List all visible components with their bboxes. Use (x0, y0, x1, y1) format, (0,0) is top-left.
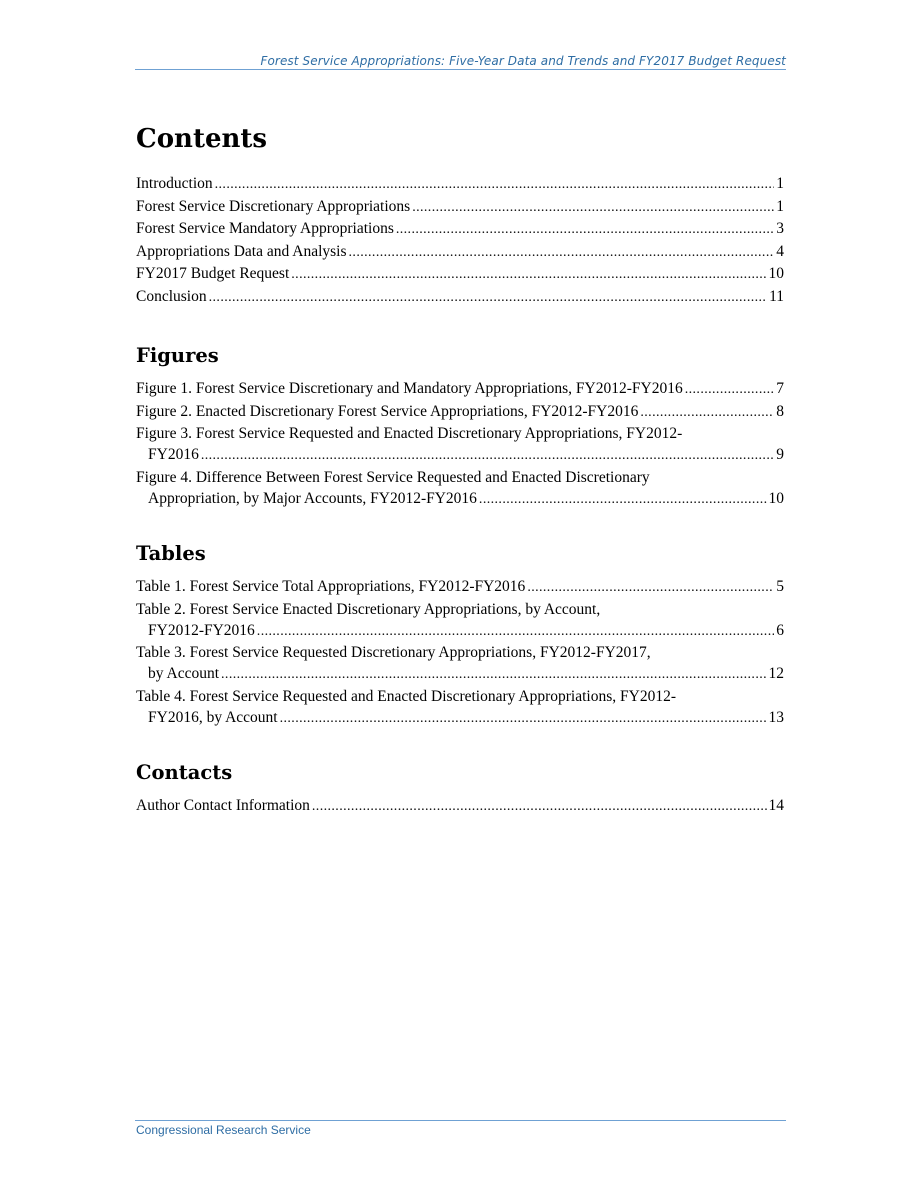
toc-page-number: 10 (768, 489, 784, 507)
contacts-title: Contacts (136, 761, 233, 784)
toc-entry-text-continued: FY2012-FY2016 (148, 621, 255, 639)
toc-entry-text: Table 1. Forest Service Total Appropriations, FY2012-FY2016 (136, 578, 526, 595)
contents-title: Contents (136, 124, 268, 154)
toc-page-number: 1 (776, 197, 784, 215)
toc-entry-text: Figure 2. Enacted Discretionary Forest Service Appropriations, FY2012-FY2016 (136, 402, 639, 420)
header-rule (135, 69, 786, 70)
toc-entry-text: Figure 1. Forest Service Discretionary and Mandatory Appropriations, FY2012-FY2016 (136, 380, 683, 397)
toc-page-number: 13 (768, 708, 784, 726)
toc-page-number: 11 (769, 287, 784, 305)
toc-page-number: 4 (776, 242, 784, 260)
toc-page-number: 3 (776, 220, 784, 237)
dot-leader (349, 242, 775, 263)
toc-entry-data-analysis[interactable] (136, 241, 784, 262)
toc-entry-text-continued: FY2016 (148, 446, 199, 463)
toc-page-number: 5 (776, 578, 784, 595)
toc-entry-text: Figure 3. Forest Service Requested and Enacted Discretionary Appropriations, FY2012- (136, 425, 683, 442)
toc-entry-text-continued: Appropriation, by Major Accounts, FY2012-FY2016 (148, 489, 477, 507)
dot-leader (479, 489, 767, 510)
toc-entry-text-continued: by Account (148, 665, 220, 682)
dot-leader (215, 174, 775, 195)
table-entry-4[interactable] (136, 686, 784, 728)
dot-leader (685, 379, 775, 400)
toc-entry-text: Forest Service Discretionary Appropriations (136, 197, 411, 215)
footer-text: Congressional Research Service (136, 1123, 311, 1137)
figure-entry-2[interactable] (136, 401, 784, 422)
table-entry-1[interactable] (136, 576, 784, 597)
figures-list (136, 378, 784, 509)
dot-leader (312, 796, 767, 817)
figure-entry-4[interactable] (136, 467, 784, 509)
toc-entry-mandatory[interactable] (136, 218, 784, 239)
toc-entry-introduction[interactable] (136, 173, 784, 194)
toc-page-number: 8 (776, 402, 784, 420)
footer-rule (135, 1120, 786, 1121)
contents-list (136, 173, 784, 307)
toc-entry-conclusion[interactable] (136, 286, 784, 307)
toc-page-number: 7 (776, 380, 784, 397)
toc-entry-text: Table 2. Forest Service Enacted Discretionary Appropriations, by Account, (136, 600, 601, 618)
dot-leader (280, 708, 767, 729)
toc-entry-text: Figure 4. Difference Between Forest Service Requested and Enacted Discretionary (136, 468, 650, 486)
toc-entry-text: Introduction (136, 175, 213, 192)
figure-entry-1[interactable] (136, 378, 784, 399)
dot-leader (412, 197, 774, 218)
table-entry-2[interactable] (136, 599, 784, 641)
contacts-list (136, 795, 784, 816)
toc-entry-text-continued: FY2016, by Account (148, 708, 278, 726)
toc-entry-text: Table 3. Forest Service Requested Discretionary Appropriations, FY2012-FY2017, (136, 644, 651, 661)
toc-page-number: 10 (768, 265, 784, 282)
toc-entry-text: Table 4. Forest Service Requested and Enacted Discretionary Appropriations, FY2012- (136, 687, 676, 705)
dot-leader (527, 577, 774, 598)
running-header: Forest Service Appropriations: Five-Year Data and Trends and FY2017 Budget Request (260, 54, 786, 68)
toc-page-number: 12 (768, 665, 784, 682)
dot-leader (221, 664, 766, 685)
figure-entry-3[interactable] (136, 423, 784, 465)
contact-entry-author[interactable] (136, 795, 784, 816)
dot-leader (257, 621, 774, 642)
dot-leader (291, 264, 766, 285)
toc-entry-text: Appropriations Data and Analysis (136, 242, 347, 260)
toc-entry-text: Author Contact Information (136, 797, 310, 814)
dot-leader (201, 445, 774, 466)
figures-title: Figures (136, 344, 219, 367)
toc-entry-discretionary[interactable] (136, 196, 784, 217)
dot-leader (209, 287, 767, 308)
tables-list (136, 576, 784, 728)
toc-page-number: 14 (768, 797, 784, 814)
toc-entry-budget-request[interactable] (136, 263, 784, 284)
toc-page-number: 9 (776, 446, 784, 463)
toc-page-number: 1 (776, 175, 784, 192)
toc-entry-text: Forest Service Mandatory Appropriations (136, 220, 394, 237)
dot-leader (640, 402, 774, 423)
toc-entry-text: FY2017 Budget Request (136, 265, 290, 282)
table-entry-3[interactable] (136, 642, 784, 684)
toc-entry-text: Conclusion (136, 287, 207, 305)
dot-leader (396, 219, 774, 240)
toc-page-number: 6 (776, 621, 784, 639)
tables-title: Tables (136, 542, 206, 565)
